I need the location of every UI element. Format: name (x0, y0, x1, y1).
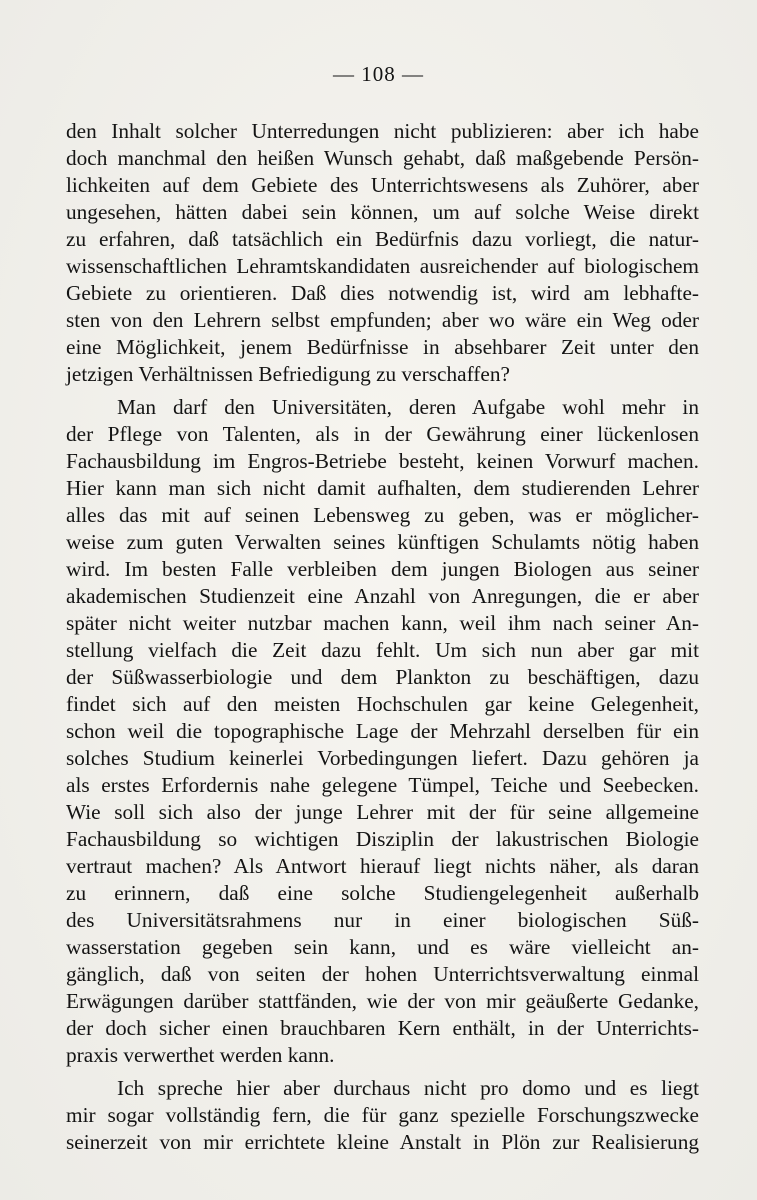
text-line: Fachausbildung so wichtigen Disziplin der lakustrischen Biologie (66, 827, 699, 851)
text-line: vertraut machen? Als Antwort hierauf liegt nichts näher, als daran (66, 854, 699, 878)
text-line: findet sich auf den meisten Hochschulen gar keine Gelegenheit, (66, 692, 699, 716)
text-line: wird. Im besten Falle verbleiben dem jungen Biologen aus seiner (66, 557, 699, 581)
text-line: weise zum guten Verwalten seines künftigen Schulamts nötig haben (66, 530, 699, 554)
text-line: der doch sicher einen brauchbaren Kern enthält, in der Unterrichts- (66, 1016, 699, 1040)
text-line: doch manchmal den heißen Wunsch gehabt, daß maßgebende Persön- (66, 146, 699, 170)
text-line: wissenschaftlichen Lehramtskandidaten ausreichender auf biologischem (66, 254, 699, 278)
text-line: Ich spreche hier aber durchaus nicht pro domo und es liegt (117, 1076, 699, 1100)
text-line: der Pflege von Talenten, als in der Gewährung einer lückenlosen (66, 422, 699, 446)
text-line: zu erinnern, daß eine solche Studiengelegenheit außerhalb (66, 881, 699, 905)
page-number: — 108 — (333, 62, 424, 86)
text-line: als erstes Erfordernis nahe gelegene Tümpel, Teiche und Seebecken. (66, 773, 699, 797)
text-line: des Universitätsrahmens nur in einer biologischen Süß- (66, 908, 699, 932)
text-line: Gebiete zu orientieren. Daß dies notwendig ist, wird am lebhafte- (66, 281, 699, 305)
text-line: zu erfahren, daß tatsächlich ein Bedürfnis dazu vorliegt, die natur- (66, 227, 699, 251)
text-line: wasserstation gegeben sein kann, und es wäre vielleicht an- (66, 935, 699, 959)
text-line: solches Studium keinerlei Vorbedingungen liefert. Dazu gehören ja (66, 746, 699, 770)
text-line: schon weil die topographische Lage der Mehrzahl derselben für ein (66, 719, 699, 743)
text-line: stellung vielfach die Zeit dazu fehlt. Um sich nun aber gar mit (66, 638, 699, 662)
text-line: alles das mit auf seinen Lebensweg zu geben, was er möglicher- (66, 503, 699, 527)
text-line: akademischen Studienzeit eine Anzahl von Anregungen, die er aber (66, 584, 699, 608)
text-line: Erwägungen darüber stattfänden, wie der von mir geäußerte Gedanke, (66, 989, 699, 1013)
text-line: seinerzeit von mir errichtete kleine Anstalt in Plön zur Realisierung (66, 1130, 699, 1154)
text-line: Man darf den Universitäten, deren Aufgabe wohl mehr in (117, 395, 699, 419)
text-line: ungesehen, hätten dabei sein können, um auf solche Weise direkt (66, 200, 699, 224)
text-line: der Süßwasserbiologie und dem Plankton zu beschäftigen, dazu (66, 665, 699, 689)
text-line: gänglich, daß von seiten der hohen Unterrichtsverwaltung einmal (66, 962, 699, 986)
text-line: lichkeiten auf dem Gebiete des Unterrichtswesens als Zuhörer, aber (66, 173, 699, 197)
text-line: eine Möglichkeit, jenem Bedürfnisse in absehbarer Zeit unter den (66, 335, 699, 359)
text-line: Hier kann man sich nicht damit aufhalten, dem studierenden Lehrer (66, 476, 699, 500)
text-line: später nicht weiter nutzbar machen kann, weil ihm nach seiner An- (66, 611, 699, 635)
text-line: praxis verwerthet werden kann. (66, 1043, 335, 1067)
text-line: mir sogar vollständig fern, die für ganz spezielle Forschungszwecke (66, 1103, 699, 1127)
text-line: Wie soll sich also der junge Lehrer mit der für seine allgemeine (66, 800, 699, 824)
text-line: jetzigen Verhältnissen Befriedigung zu verschaffen? (66, 362, 510, 386)
text-line: den Inhalt solcher Unterredungen nicht publizieren: aber ich habe (66, 119, 699, 143)
text-line: Fachausbildung im Engros-Betriebe besteht, keinen Vorwurf machen. (66, 449, 699, 473)
text-line: sten von den Lehrern selbst empfunden; aber wo wäre ein Weg oder (66, 308, 699, 332)
